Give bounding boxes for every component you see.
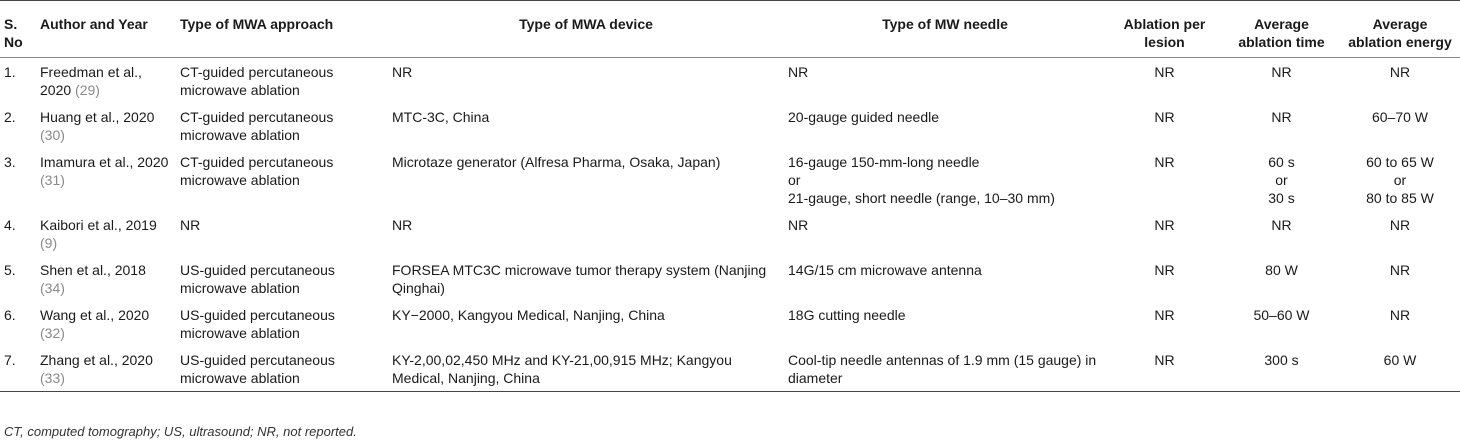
- cell-per-lesion: NR: [1154, 109, 1175, 125]
- cell-needle: NR: [788, 217, 809, 233]
- citation-ref: (9): [40, 235, 58, 251]
- author-text: Freedman et al., 2020: [40, 64, 142, 98]
- cell-sno: 3.: [4, 154, 16, 170]
- table-row: [0, 103, 1460, 148]
- table-footnote: CT, computed tomography; US, ultrasound; NR, not reported.: [4, 424, 357, 439]
- cell-device: KY−2000, Kangyou Medical, Nanjing, China: [392, 307, 665, 323]
- header-approach: Type of MWA approach: [180, 16, 334, 32]
- cell-approach: NR: [180, 217, 201, 233]
- cell-approach: CT-guided percutaneous microwave ablation: [180, 64, 334, 98]
- cell-needle: 14G/15 cm microwave antenna: [788, 262, 982, 278]
- needle-line: 21-gauge, short needle (range, 10–30 mm): [788, 190, 1055, 206]
- cell-device: KY-2,00,02,450 MHz and KY-21,00,915 MHz; Kangyou Medical, Nanjing, China: [392, 352, 732, 386]
- author-text: Shen et al., 2018: [40, 262, 146, 278]
- table-row: [0, 148, 1460, 211]
- header-sno: S. No: [4, 16, 23, 50]
- author-text: Imamura et al., 2020: [40, 154, 169, 170]
- needle-line: 16-gauge 150-mm-long needle: [788, 154, 980, 170]
- cell-device: Microtaze generator (Alfresa Pharma, Osaka, Japan): [392, 154, 721, 170]
- cell-device: MTC-3C, China: [392, 109, 490, 125]
- cell-sno: 1.: [4, 64, 16, 80]
- header-avg-energy: Average ablation energy: [1348, 16, 1452, 50]
- cell-needle: 18G cutting needle: [788, 307, 906, 323]
- energy-line: 80 to 85 W: [1366, 190, 1434, 206]
- cell-per-lesion: NR: [1154, 307, 1175, 323]
- citation-ref: (29): [75, 82, 100, 98]
- header-author: Author and Year: [40, 16, 148, 32]
- cell-avg-time: 300 s: [1264, 352, 1299, 368]
- time-line: or: [1275, 172, 1288, 188]
- cell-avg-energy: NR: [1389, 217, 1411, 233]
- cell-avg-time: 50–60 W: [1253, 307, 1310, 323]
- cell-approach: US-guided percutaneous microwave ablation: [180, 262, 335, 296]
- cell-per-lesion: NR: [1154, 352, 1175, 368]
- table-row: [0, 256, 1460, 301]
- cell-author: [36, 211, 176, 256]
- cell-avg-time: NR: [1271, 217, 1292, 233]
- citation-ref: (33): [40, 370, 65, 386]
- cell-approach: US-guided percutaneous microwave ablation: [180, 352, 335, 386]
- energy-line: or: [1393, 172, 1407, 188]
- table-row: [0, 301, 1460, 346]
- time-line: 60 s: [1268, 154, 1295, 170]
- cell-per-lesion: NR: [1154, 217, 1175, 233]
- header-avg-time: Average ablation time: [1238, 16, 1325, 50]
- cell-author: [36, 301, 176, 346]
- cell-approach: CT-guided percutaneous microwave ablation: [180, 109, 334, 143]
- cell-avg-time: [1223, 148, 1340, 211]
- time-line: 30 s: [1268, 190, 1295, 206]
- author-text: Kaibori et al., 2019: [40, 217, 157, 233]
- table-row: [0, 346, 1460, 392]
- author-text: Huang et al., 2020: [40, 109, 155, 125]
- energy-line: 60 to 65 W: [1366, 154, 1434, 170]
- cell-per-lesion: NR: [1154, 64, 1175, 80]
- header-per-lesion: Ablation per lesion: [1123, 16, 1206, 50]
- citation-ref: (32): [40, 325, 65, 341]
- cell-needle: 20-gauge guided needle: [788, 109, 940, 125]
- header-row: [0, 1, 1460, 58]
- cell-needle: [784, 148, 1106, 211]
- citation-ref: (34): [40, 280, 65, 296]
- cell-device: NR: [392, 64, 413, 80]
- table-row: [0, 58, 1460, 104]
- table-row: [0, 211, 1460, 256]
- author-text: Zhang et al., 2020: [40, 352, 153, 368]
- cell-device: FORSEA MTC3C microwave tumor therapy system (Nanjing Qinghai): [392, 262, 767, 296]
- author-text: Wang et al., 2020: [40, 307, 150, 323]
- cell-avg-energy: NR: [1389, 262, 1411, 278]
- cell-sno: 7.: [4, 352, 16, 368]
- cell-avg-energy: NR: [1389, 307, 1411, 323]
- cell-author: [36, 103, 176, 148]
- cell-per-lesion: NR: [1154, 154, 1175, 170]
- cell-avg-time: 80 W: [1265, 262, 1298, 278]
- cell-author: [36, 148, 176, 211]
- cell-needle: Cool-tip needle antennas of 1.9 mm (15 gauge) in diameter: [788, 352, 1097, 386]
- cell-author: [36, 256, 176, 301]
- cell-needle: NR: [788, 64, 809, 80]
- cell-approach: US-guided percutaneous microwave ablation: [180, 307, 335, 341]
- cell-sno: 4.: [4, 217, 16, 233]
- needle-line: or: [788, 172, 801, 188]
- cell-sno: 2.: [4, 109, 16, 125]
- citation-ref: (31): [40, 172, 65, 188]
- cell-per-lesion: NR: [1154, 262, 1175, 278]
- cell-avg-energy: 60 W: [1383, 352, 1417, 368]
- citation-ref: (30): [40, 127, 65, 143]
- cell-author: [36, 346, 176, 392]
- cell-avg-energy: [1340, 148, 1460, 211]
- header-needle: Type of MW needle: [882, 16, 1008, 32]
- cell-sno: 5.: [4, 262, 16, 278]
- cell-device: NR: [392, 217, 413, 233]
- header-device: Type of MWA device: [519, 16, 653, 32]
- cell-avg-energy: NR: [1389, 64, 1411, 80]
- cell-avg-time: NR: [1271, 109, 1292, 125]
- cell-avg-time: NR: [1271, 64, 1292, 80]
- cell-approach: CT-guided percutaneous microwave ablation: [180, 154, 334, 188]
- cell-author: [36, 58, 176, 104]
- cell-sno: 6.: [4, 307, 16, 323]
- cell-avg-energy: 60–70 W: [1371, 109, 1429, 125]
